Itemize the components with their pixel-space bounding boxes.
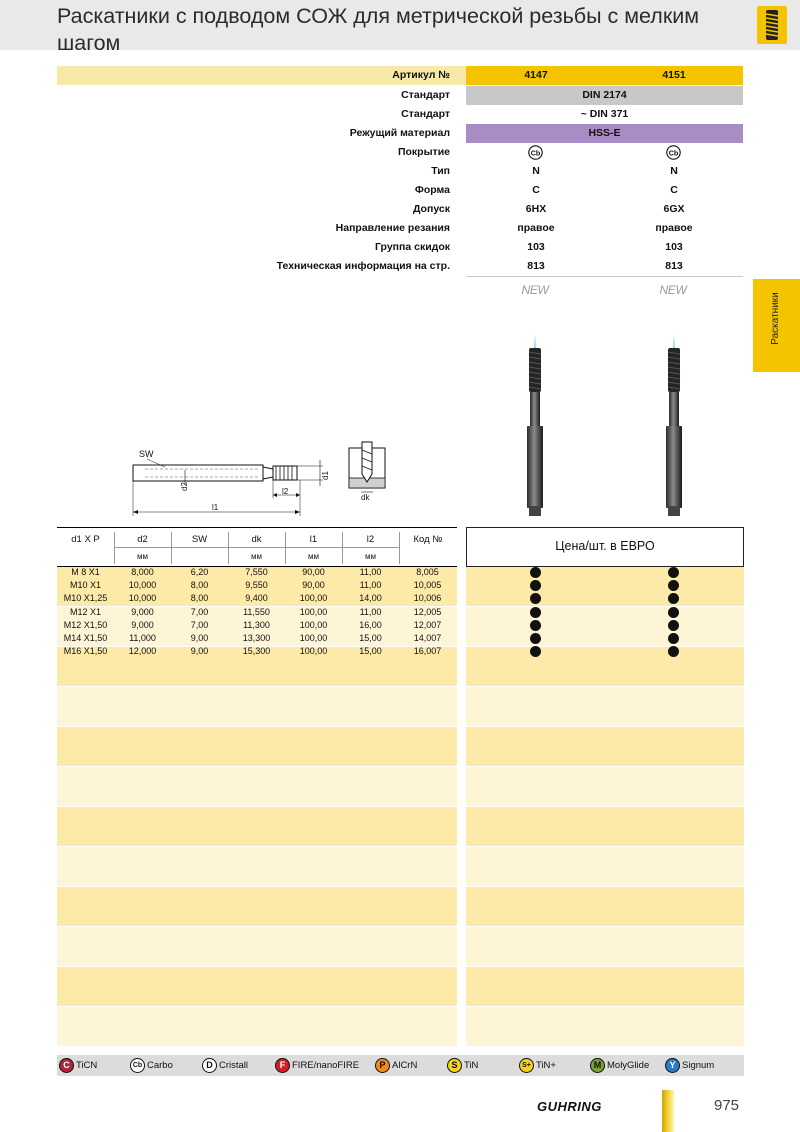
table-band	[466, 967, 744, 1006]
cell-d2: 12,000	[128, 646, 157, 657]
table-band	[466, 807, 744, 846]
table-band	[466, 567, 744, 606]
availability-dot[interactable]	[530, 567, 541, 578]
table-band	[466, 847, 744, 886]
d1-label: d1	[321, 471, 330, 480]
table-band	[466, 727, 744, 766]
spec-row-tolerance	[57, 200, 743, 219]
coating-symbol-icon: F	[275, 1058, 290, 1073]
cell-d2: 10,000	[128, 593, 157, 604]
legend-label: MolyGlide	[607, 1060, 650, 1071]
cell-l2: 14,00	[359, 593, 382, 604]
standard-value: DIN 2174	[582, 89, 627, 101]
thread-former-icon	[757, 6, 787, 44]
spec-label-coating: Покрытие	[397, 146, 450, 158]
cell-thread-size: M 8 X1	[71, 567, 100, 577]
cell-l1: 100,00	[299, 646, 328, 657]
discount-value: 103	[527, 241, 545, 253]
cell-code[interactable]: 10,006	[413, 593, 442, 604]
cell-dk: 11,300	[243, 619, 270, 630]
col-header-l1: l1	[309, 534, 318, 545]
carbo-coating-icon	[528, 145, 543, 160]
coating-legend	[57, 1055, 744, 1076]
tool-image-4147	[515, 330, 555, 520]
availability-dot[interactable]	[530, 607, 541, 618]
coating-symbol-icon: S+	[519, 1058, 534, 1073]
cell-dk: 9,550	[245, 580, 268, 591]
cell-code[interactable]: 16,007	[413, 646, 442, 657]
table-band	[466, 887, 744, 926]
spec-row-standard	[57, 86, 743, 105]
table-band	[466, 767, 744, 806]
coating-symbol-icon: C	[59, 1058, 74, 1073]
spec-label-form: Форма	[414, 184, 450, 196]
category-tab-label: Раскатники	[770, 292, 781, 345]
cell-sw: 7,00	[190, 606, 209, 617]
spec-label-standard-similar: Стандарт	[401, 108, 450, 120]
cell-l2: 11,00	[359, 580, 382, 591]
cell-dk: 13,300	[242, 633, 271, 643]
cell-dk: 9,400	[245, 593, 268, 604]
cell-dk: 11,550	[243, 606, 270, 617]
spec-row-discount	[57, 238, 743, 257]
type-value: N	[532, 165, 540, 177]
cell-d2: 9,000	[131, 619, 154, 630]
spec-row-coating	[57, 143, 743, 162]
cell-sw: 7,00	[190, 619, 209, 630]
table-band	[57, 927, 457, 966]
unit-l1: мм	[308, 552, 319, 561]
table-band	[466, 607, 744, 646]
cell-l2: 11,00	[359, 567, 382, 577]
cell-l1: 100,00	[299, 593, 328, 604]
col-header-code: Код №	[413, 534, 443, 545]
cell-d2: 9,000	[131, 606, 154, 617]
coating-symbol-icon: Y	[665, 1058, 680, 1073]
coating-symbol-icon: P	[375, 1058, 390, 1073]
cell-sw: 9,00	[190, 633, 209, 643]
page-number: 975	[714, 1097, 740, 1114]
cell-code[interactable]: 10,005	[413, 580, 442, 591]
spec-label-direction: Направление резания	[335, 222, 450, 234]
page-header	[0, 0, 800, 55]
cell-sw: 9,00	[190, 646, 209, 657]
cell-sw: 6,20	[190, 567, 209, 577]
table-band	[57, 727, 457, 766]
brand-logo: GUHRING	[537, 1099, 602, 1114]
table-band	[466, 687, 744, 726]
availability-dot[interactable]	[668, 620, 679, 631]
form-value: C	[670, 184, 678, 196]
cell-sw: 8,00	[190, 580, 209, 591]
cell-l1: 100,00	[299, 633, 328, 643]
article-number-4151: 4151	[662, 69, 686, 81]
col-header-l2: l2	[366, 534, 375, 545]
spec-label-discount: Группа скидок	[375, 241, 450, 253]
cell-l2: 15,00	[359, 633, 382, 643]
legend-label: TiN+	[536, 1060, 556, 1071]
category-tab[interactable]	[753, 279, 800, 372]
svg-text:Cb: Cb	[530, 148, 541, 158]
cell-code[interactable]: 12,007	[413, 619, 442, 630]
cell-thread-size: M16 X1,50	[63, 646, 108, 657]
cell-l1: 90,00	[302, 580, 325, 591]
spec-row-type	[57, 162, 743, 181]
legend-label: FIRE/nanoFIRE	[292, 1060, 360, 1071]
d2-label: d2	[180, 482, 189, 491]
coating-symbol-icon: D	[202, 1058, 217, 1073]
svg-text:Cb: Cb	[668, 148, 679, 158]
table-band	[57, 807, 457, 846]
direction-value: правое	[517, 222, 555, 234]
tech-info-page-link[interactable]: 813	[527, 260, 545, 272]
carbo-coating-icon	[666, 145, 681, 160]
legend-label: Signum	[682, 1060, 715, 1071]
technical-drawing	[125, 440, 405, 520]
article-number-4147: 4147	[524, 69, 548, 81]
table-band	[466, 927, 744, 966]
standard-similar-value: ~ DIN 371	[580, 108, 629, 120]
table-band	[466, 1007, 744, 1046]
tech-info-page-link[interactable]: 813	[665, 260, 683, 272]
legend-label: TiCN	[76, 1060, 98, 1071]
cell-sw: 8,00	[190, 593, 209, 604]
spec-row-article	[57, 66, 743, 85]
availability-dot[interactable]	[668, 607, 679, 618]
cell-l1: 100,00	[299, 606, 328, 617]
cell-l1: 100,00	[299, 619, 328, 630]
legend-label: TiN	[464, 1060, 479, 1071]
spec-row-form	[57, 181, 743, 200]
price-header	[466, 527, 744, 567]
table-band	[57, 687, 457, 726]
unit-dk: мм	[251, 552, 262, 561]
dk-label: dk	[361, 493, 370, 502]
cell-thread-size: M10 X1	[69, 580, 102, 591]
tool-image-4151	[654, 330, 694, 520]
sw-label: SW	[139, 449, 154, 459]
new-badge: NEW	[659, 283, 687, 297]
footer-accent-bar	[662, 1090, 674, 1132]
col-header-dk: dk	[251, 534, 262, 545]
tolerance-value: 6HX	[525, 203, 547, 215]
cell-code[interactable]: 14,007	[413, 633, 442, 643]
cell-code[interactable]: 8,005	[416, 567, 439, 577]
legend-label: Carbo	[147, 1060, 173, 1071]
spec-label-tolerance: Допуск	[412, 203, 450, 215]
cell-d2: 8,000	[131, 567, 154, 577]
col-header-sw: SW	[191, 534, 208, 545]
coating-symbol-icon: M	[590, 1058, 605, 1073]
availability-dot[interactable]	[530, 633, 541, 644]
cell-l1: 90,00	[302, 567, 325, 577]
spec-label-type: Тип	[431, 165, 450, 177]
table-band	[57, 767, 457, 806]
legend-item	[665, 1058, 755, 1073]
cell-thread-size: M10 X1,25	[63, 593, 108, 604]
table-band	[466, 647, 744, 686]
spec-label-article: Артикул №	[392, 69, 450, 81]
legend-label: Cristall	[219, 1060, 249, 1071]
l1-label: l1	[212, 503, 219, 512]
coating-symbol-icon: Cb	[130, 1058, 145, 1073]
spec-row-standard-similar	[57, 105, 743, 124]
cell-thread-size: M12 X1	[69, 606, 102, 617]
spec-row-tech-info	[57, 257, 743, 276]
availability-dot[interactable]	[530, 620, 541, 631]
new-badge: NEW	[521, 283, 549, 297]
form-value: C	[532, 184, 540, 196]
cell-thread-size: M12 X1,50	[63, 619, 108, 630]
unit-l2: мм	[365, 552, 376, 561]
cell-dk: 7,550	[245, 567, 268, 577]
cell-l2: 16,00	[359, 619, 382, 630]
cell-d2: 10,000	[128, 580, 157, 591]
spec-row-direction	[57, 219, 743, 238]
table-band	[57, 847, 457, 886]
col-header-d2: d2	[137, 534, 148, 545]
availability-dot[interactable]	[668, 567, 679, 578]
l2-label: l2	[282, 487, 289, 496]
cell-l2: 11,00	[359, 606, 382, 617]
unit-d2: мм	[137, 552, 148, 561]
cell-d2: 11,000	[129, 633, 156, 643]
type-value: N	[670, 165, 678, 177]
cell-dk: 15,300	[242, 646, 271, 657]
tolerance-value: 6GX	[663, 203, 685, 215]
spec-label-standard: Стандарт	[401, 89, 450, 101]
cell-code[interactable]: 12,005	[413, 606, 442, 617]
legend-item	[275, 1058, 365, 1073]
spec-row-material	[57, 124, 743, 143]
table-band	[57, 967, 457, 1006]
discount-value: 103	[665, 241, 683, 253]
availability-dot[interactable]	[668, 633, 679, 644]
table-band	[57, 887, 457, 926]
cell-l2: 15,00	[359, 646, 382, 657]
coating-symbol-icon: S	[447, 1058, 462, 1073]
spec-label-tech-info: Техническая информация на стр.	[276, 260, 450, 272]
spec-label-material: Режущий материал	[349, 127, 450, 139]
table-band	[57, 1007, 457, 1046]
cell-thread-size: M14 X1,50	[63, 633, 108, 643]
material-value: HSS-E	[588, 127, 621, 139]
legend-label: AlCrN	[392, 1060, 418, 1071]
direction-value: правое	[655, 222, 693, 234]
price-header-label: Цена/шт. в ЕВРО	[555, 539, 655, 553]
col-header-d1xp: d1 X P	[71, 534, 100, 545]
dimension-table-header	[57, 527, 457, 567]
page-title: Раскатники с подводом СОЖ для метрической резьбы с мелким шагом	[57, 4, 700, 55]
